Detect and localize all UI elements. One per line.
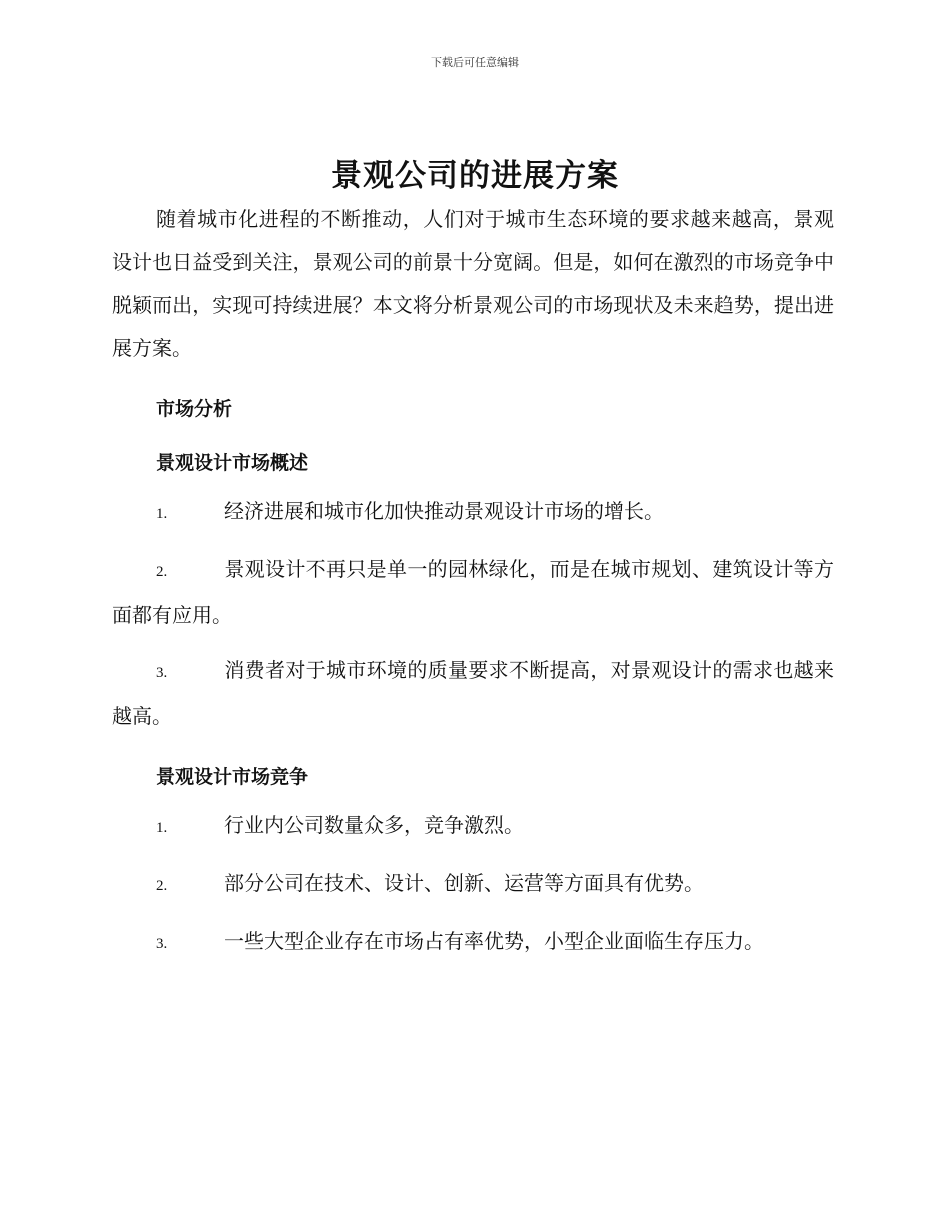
list-item [112,649,834,738]
header-note: 下载后可任意编辑 [431,56,519,69]
document-title: 景观公司的进展方案 [331,158,619,194]
list-item-text: 景观设计不再只是单一的园林绿化，而是在城市规划、建筑设计等方面都有应用。 [112,557,834,627]
list-item [112,862,834,908]
list-item-text: 部分公司在技术、设计、创新、运营等方面具有优势。 [224,871,704,895]
list-number: 1. [156,820,168,836]
section-heading-market-analysis: 市场分析 [156,398,233,420]
document-body [112,198,834,978]
list-number: 2. [156,878,168,894]
subheading-market-competition: 景观设计市场竞争 [156,766,309,788]
list-item-text: 经济进展和城市化加快推动景观设计市场的增长。 [224,499,664,523]
list-item [112,490,834,536]
list-item [112,548,834,637]
list-item [112,920,834,966]
intro-paragraph: 随着城市化进程的不断推动，人们对于城市生态环境的要求越来越高，景观设计也日益受到关注，景观公司的前景十分宽阔。但是，如何在激烈的市场竞争中脱颖而出，实现可持续进展？本文将分析景观公司的市场现状及未来趋势，提出进展方案。 [112,207,834,360]
list-number: 1. [156,506,168,522]
list-number: 3. [156,936,168,952]
list-item-text: 消费者对于城市环境的质量要求不断提高，对景观设计的需求也越来越高。 [112,658,834,728]
list-item [112,804,834,850]
list-number: 2. [156,564,168,580]
list-item-text: 行业内公司数量众多，竞争激烈。 [224,813,524,837]
subheading-market-overview: 景观设计市场概述 [156,452,309,474]
list-item-text: 一些大型企业存在市场占有率优势，小型企业面临生存压力。 [224,929,764,953]
list-number: 3. [156,665,168,681]
